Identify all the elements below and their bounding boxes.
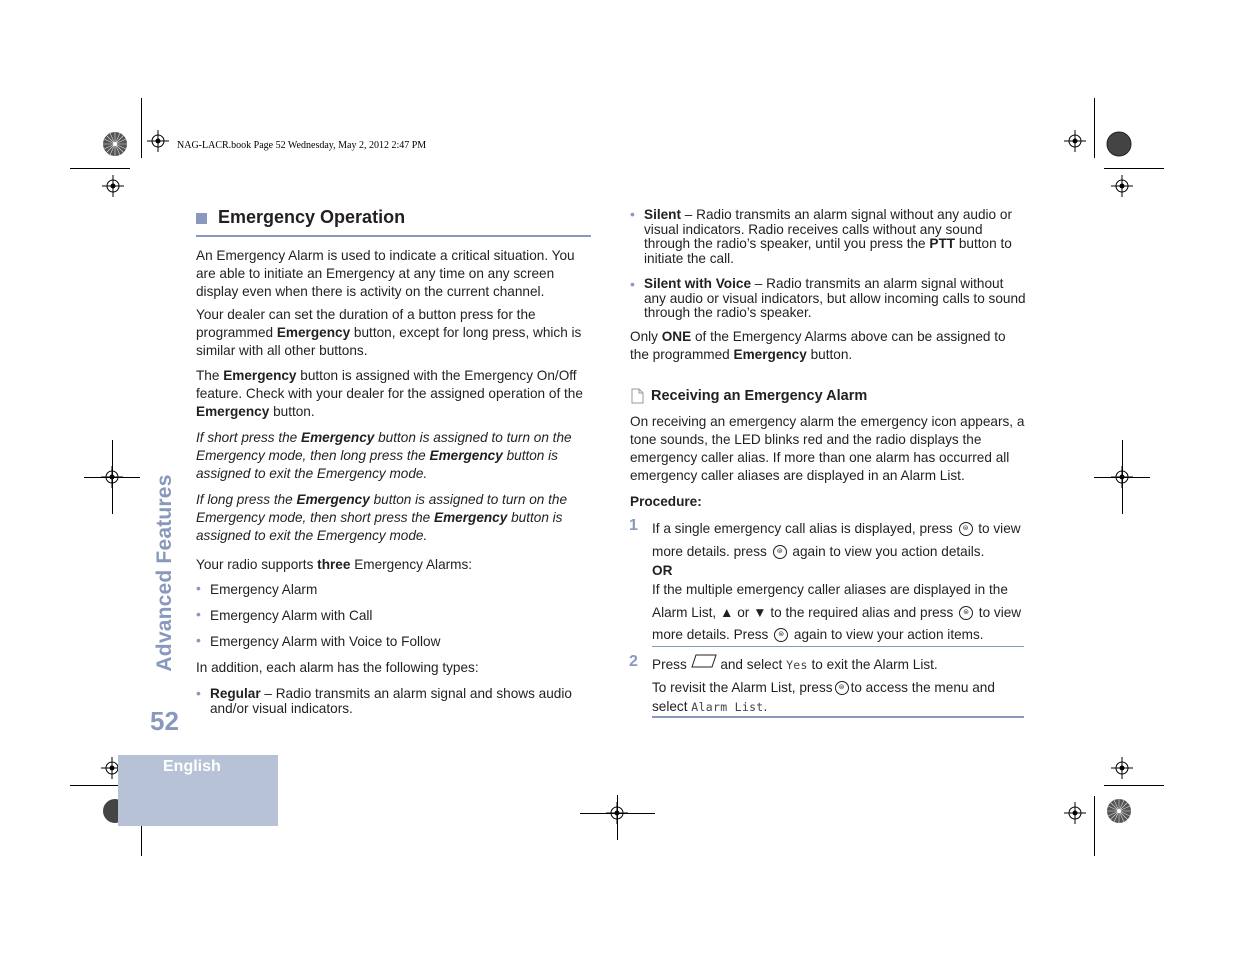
note-paragraph: If short press the Emergency button is assigned to turn on the Emergency mode, then long press the Emergency button is assigned to exit the Emergency mode. [196,430,572,481]
step-text: Press and select Yes to exit the Alarm List. [652,654,1028,674]
crop-mark [1104,168,1164,169]
list-item: Emergency Alarm with Call [210,608,373,623]
list-item: Emergency Alarm [210,582,318,597]
crop-mark [1104,785,1164,786]
step-text: If a single emergency call alias is displayed, press ⊜ to view more details. press ⊜ again to view you action details. [652,521,1021,559]
bullet-icon: • [630,206,635,222]
menu-ok-button-icon: ⊜ [773,545,787,559]
section-tab [143,470,187,676]
list-item: Emergency Alarm with Voice to Follow [210,634,441,649]
heading-title: Emergency Operation [218,207,406,227]
bullet-icon: • [630,276,635,292]
up-arrow-icon: ▲ [720,604,734,620]
paragraph: An Emergency Alarm is used to indicate a critical situation. You are able to initiate an Emergency at any time on any screen display even when there is activity on the current channel. [196,248,575,299]
step-divider [652,646,1024,647]
book-info-header: NAG-LACR.book Page 52 Wednesday, May 2, 2012 2:47 PM [177,140,427,151]
step-text: To revisit the Alarm List, press ⊜ to access the menu and select Alarm List. [652,680,995,714]
crop-mark [1094,796,1095,856]
left-column [196,247,592,574]
page-number: 52 [150,706,179,736]
registration-mark-icon [1064,130,1086,152]
down-arrow-icon: ▼ [753,604,767,620]
soft-key-icon [691,654,717,668]
menu-ok-button-icon: ⊜ [959,522,973,536]
language-tab [118,755,278,826]
bullet-icon: • [196,580,201,596]
paragraph: Your dealer can set the duration of a button press for the programmed Emergency button, except for long press, which is similar with all other buttons. [196,307,582,358]
sunburst-target-icon [1106,798,1132,824]
registration-mark-icon [1111,757,1133,779]
paragraph: In addition, each alarm has the following types: [196,660,479,675]
list-item: Silent with Voice – Radio transmits an alarm signal without any audio or visual indicators, but allow incoming calls to sound through the radio’s speaker. [644,276,1026,321]
crop-mark [70,168,130,169]
step-divider [652,716,1024,718]
menu-ok-button-icon: ⊜ [774,628,788,642]
step-number: 2 [629,653,638,670]
registration-mark-icon [147,130,169,152]
crop-mark [1094,98,1095,158]
registration-mark-icon [1064,802,1086,824]
bullet-icon: • [196,632,201,648]
sunburst-target-icon [1106,131,1132,157]
registration-mark-icon [1111,175,1133,197]
paragraph: Your radio supports three Emergency Alarms: [196,557,473,572]
subsection-title: Receiving an Emergency Alarm [651,388,868,404]
note-paragraph: If long press the Emergency button is assigned to turn on the Emergency mode, then short press the Emergency button is assigned to exit the Emergency mode. [196,492,568,543]
language-label: English [163,758,221,775]
paragraph: Only ONE of the Emergency Alarms above can be assigned to the programmed Emergency button. [630,329,1006,362]
menu-ok-button-icon: ⊜ [835,681,849,695]
procedure-label: Procedure: [630,494,702,509]
bullet-icon: • [196,606,201,622]
menu-ok-button-icon: ⊜ [959,606,973,620]
sunburst-target-icon [102,131,128,157]
registration-mark-icon [606,802,628,824]
paragraph: On receiving an emergency alarm the emergency icon appears, a tone sounds, the LED blinks red and the radio displays the emergency caller alias. If more than one alarm has occurred all emergency caller aliases are displayed in an Alarm List. [630,414,1025,483]
heading-square-icon [196,213,207,224]
list-item: Regular – Radio transmits an alarm signal and shows audio and/or visual indicators. [210,686,572,716]
step-number: 1 [629,517,638,534]
paragraph: The Emergency button is assigned with the Emergency On/Off feature. Check with your dealer for the assigned operation of the Emergency button. [196,368,583,419]
section-title: Advanced Features [153,474,176,672]
registration-mark-icon [102,175,124,197]
section-heading [196,207,591,237]
registration-mark-icon [101,466,123,488]
page-icon [631,388,644,404]
registration-mark-icon [1111,466,1133,488]
or-label: OR [652,563,673,578]
step-text: If the multiple emergency caller aliases are displayed in the Alarm List, ▲ or ▼ to the required alias and press ⊜ to view more details. Press ⊜ again to view your action items. [652,582,1022,642]
list-item: Silent – Radio transmits an alarm signal without any audio or visual indicators. Radio receives calls without any sound through the radio’s speaker, until you press the PTT button to initiate the call. [644,207,1012,267]
crop-mark [141,98,142,158]
bullet-icon: • [196,685,201,701]
